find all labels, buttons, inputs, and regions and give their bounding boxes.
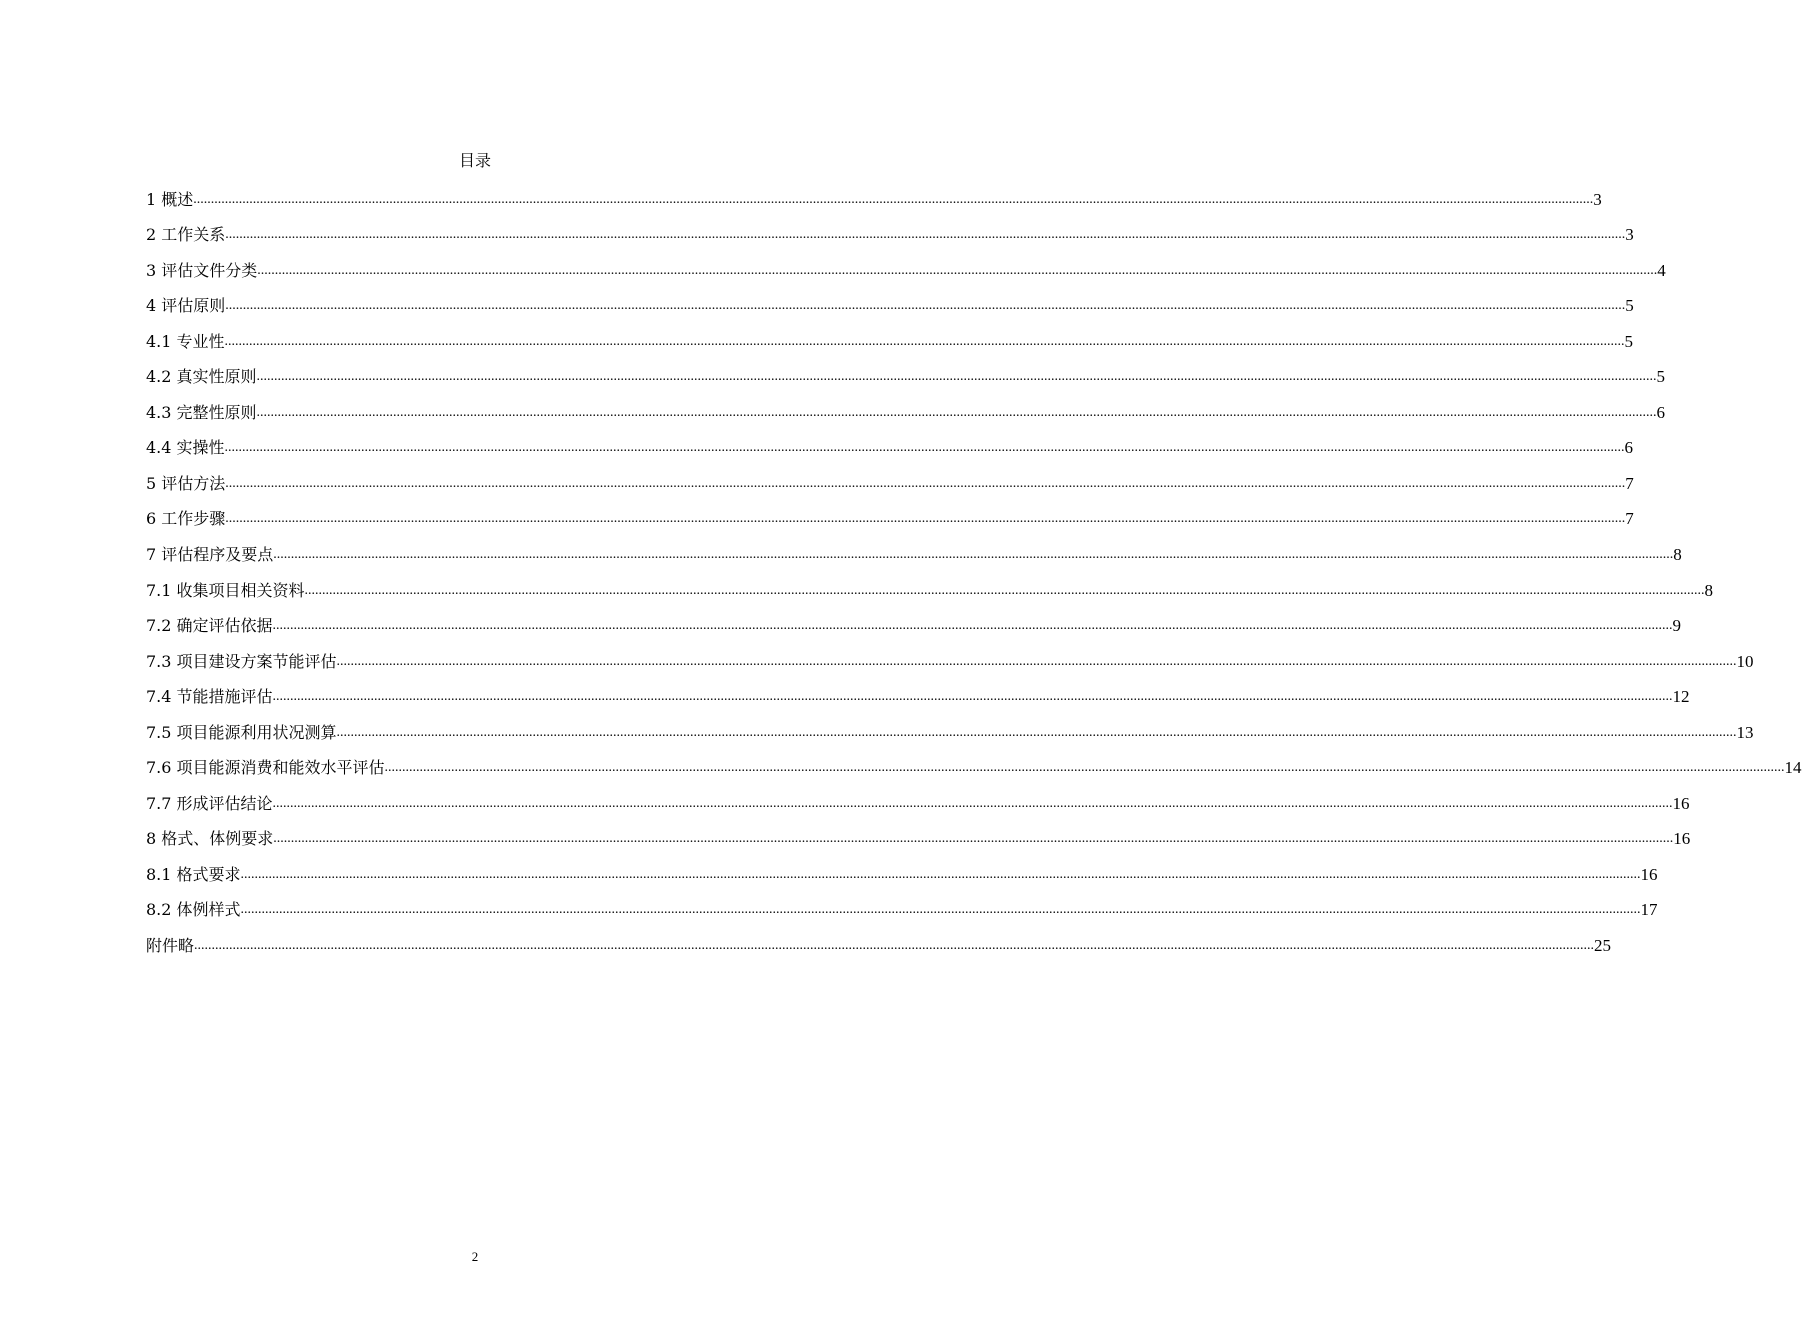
toc-entry[interactable] <box>146 211 1634 247</box>
toc-entry-label: 8.1 格式要求 <box>146 864 241 884</box>
toc-entry-page: 5 <box>1625 296 1634 316</box>
toc-dot-leader: ................................................................................................................................................................................................................................................................................................................................................................................................................ <box>304 582 1705 598</box>
toc-entry-label: 7.7 形成评估结论 <box>146 793 273 813</box>
toc-dot-leader: ................................................................................................................................................................................................................................................................................................................................................................................................................ <box>240 866 1641 882</box>
toc-dot-leader: ................................................................................................................................................................................................................................................................................................................................................................................................................ <box>240 902 1641 918</box>
toc-entry-page: 4 <box>1657 260 1666 280</box>
toc-entry[interactable] <box>146 602 1682 638</box>
toc-entry-label: 5 评估方法 <box>146 473 226 493</box>
toc-entry-page: 16 <box>1640 864 1658 884</box>
toc-entry-page: 8 <box>1673 545 1682 565</box>
toc-dot-leader: ................................................................................................................................................................................................................................................................................................................................................................................................................ <box>194 938 1595 954</box>
toc-entry[interactable] <box>146 850 1658 886</box>
toc-dot-leader: ................................................................................................................................................................................................................................................................................................................................................................................................................ <box>257 262 1658 278</box>
toc-entry-label: 7.5 项目能源利用状况测算 <box>146 722 337 742</box>
toc-entry-page: 7 <box>1625 473 1634 493</box>
toc-entry-page: 3 <box>1593 189 1602 209</box>
toc-entry-label: 7.3 项目建设方案节能评估 <box>146 651 337 671</box>
toc-dot-leader: ................................................................................................................................................................................................................................................................................................................................................................................................................ <box>256 404 1657 420</box>
toc-entry[interactable] <box>146 317 1634 353</box>
toc-dot-leader: ................................................................................................................................................................................................................................................................................................................................................................................................................ <box>193 191 1594 207</box>
toc-dot-leader: ................................................................................................................................................................................................................................................................................................................................................................................................................ <box>273 547 1674 563</box>
toc-entry-label: 1 概述 <box>146 189 194 209</box>
toc-dot-leader: ................................................................................................................................................................................................................................................................................................................................................................................................................ <box>225 475 1626 491</box>
toc-entry-page: 14 <box>1784 758 1802 778</box>
toc-dot-leader: ................................................................................................................................................................................................................................................................................................................................................................................................................ <box>225 298 1626 314</box>
toc-entry[interactable] <box>146 815 1691 851</box>
toc-dot-leader: ................................................................................................................................................................................................................................................................................................................................................................................................................ <box>272 689 1673 705</box>
toc-entry-label: 7.4 节能措施评估 <box>146 687 273 707</box>
toc-entry[interactable] <box>146 566 1714 602</box>
toc-entry-page: 9 <box>1672 616 1682 636</box>
toc-entry[interactable] <box>146 282 1634 318</box>
toc-entry-page: 6 <box>1624 438 1634 458</box>
toc-entry-label: 6 工作步骤 <box>146 509 226 529</box>
toc-dot-leader: ................................................................................................................................................................................................................................................................................................................................................................................................................ <box>273 831 1674 847</box>
toc-entry-page: 13 <box>1736 722 1754 742</box>
toc-dot-leader: ................................................................................................................................................................................................................................................................................................................................................................................................................ <box>256 369 1657 385</box>
toc-entry-page: 12 <box>1672 687 1690 707</box>
toc-dot-leader: ................................................................................................................................................................................................................................................................................................................................................................................................................ <box>224 333 1625 349</box>
toc-entry[interactable] <box>146 637 1754 673</box>
toc-entry-label: 7 评估程序及要点 <box>146 545 274 565</box>
toc-entry-page: 16 <box>1672 793 1690 813</box>
toc-entry-page: 5 <box>1624 331 1634 351</box>
toc-entry-label: 3 评估文件分类 <box>146 260 258 280</box>
toc-entry[interactable] <box>146 459 1634 495</box>
toc-entry-label: 7.2 确定评估依据 <box>146 616 273 636</box>
toc-entry-label: 2 工作关系 <box>146 225 226 245</box>
toc-dot-leader: ................................................................................................................................................................................................................................................................................................................................................................................................................ <box>224 440 1625 456</box>
toc-entry-label: 附件略 <box>146 936 195 956</box>
toc-entry[interactable] <box>146 353 1666 389</box>
toc-entry-page: 7 <box>1625 509 1634 529</box>
toc-entry[interactable] <box>146 744 1802 780</box>
toc-entry-page: 5 <box>1656 367 1666 387</box>
toc-entry-page: 16 <box>1673 829 1691 849</box>
toc-title: 目录 <box>458 151 491 170</box>
toc-entry-page: 3 <box>1625 225 1634 245</box>
toc-entry[interactable] <box>146 388 1666 424</box>
toc-dot-leader: ................................................................................................................................................................................................................................................................................................................................................................................................................ <box>336 724 1737 740</box>
toc-entry[interactable] <box>146 424 1634 460</box>
toc-dot-leader: ................................................................................................................................................................................................................................................................................................................................................................................................................ <box>384 760 1785 776</box>
toc-entry[interactable] <box>146 246 1666 282</box>
toc-entry[interactable] <box>146 708 1754 744</box>
toc-dot-leader: ................................................................................................................................................................................................................................................................................................................................................................................................................ <box>272 618 1673 634</box>
toc-dot-leader: ................................................................................................................................................................................................................................................................................................................................................................................................................ <box>272 795 1673 811</box>
toc-entry-page: 17 <box>1640 900 1658 920</box>
toc-entry[interactable] <box>146 779 1690 815</box>
toc-entry[interactable] <box>146 921 1612 957</box>
toc-entry-label: 7.1 收集项目相关资料 <box>146 580 305 600</box>
toc-entry-page: 25 <box>1594 936 1612 956</box>
toc-entry-label: 8.2 体例样式 <box>146 900 241 920</box>
toc-entry[interactable] <box>146 673 1690 709</box>
toc-entry-page: 10 <box>1736 651 1754 671</box>
toc-dot-leader: ................................................................................................................................................................................................................................................................................................................................................................................................................ <box>225 511 1626 527</box>
toc-entry[interactable] <box>146 175 1602 211</box>
toc-dot-leader: ................................................................................................................................................................................................................................................................................................................................................................................................................ <box>225 227 1626 243</box>
toc-entry-page: 8 <box>1704 580 1714 600</box>
toc-entry-label: 7.6 项目能源消费和能效水平评估 <box>146 758 385 778</box>
toc-dot-leader: ................................................................................................................................................................................................................................................................................................................................................................................................................ <box>336 653 1737 669</box>
toc-entry-label: 4.1 专业性 <box>146 331 225 351</box>
toc-entry[interactable] <box>146 886 1658 922</box>
page-number: 2 <box>471 1249 479 1264</box>
toc-entry[interactable] <box>146 495 1634 531</box>
toc-entry-page: 6 <box>1656 402 1666 422</box>
toc-entry-label: 4.3 完整性原则 <box>146 402 257 422</box>
toc-entry-label: 8 格式、体例要求 <box>146 829 274 849</box>
toc-entry-label: 4.4 实操性 <box>146 438 225 458</box>
toc-entry-label: 4 评估原则 <box>146 296 226 316</box>
toc-list <box>146 175 1802 957</box>
toc-entry[interactable] <box>146 530 1682 566</box>
toc-entry-label: 4.2 真实性原则 <box>146 367 257 387</box>
